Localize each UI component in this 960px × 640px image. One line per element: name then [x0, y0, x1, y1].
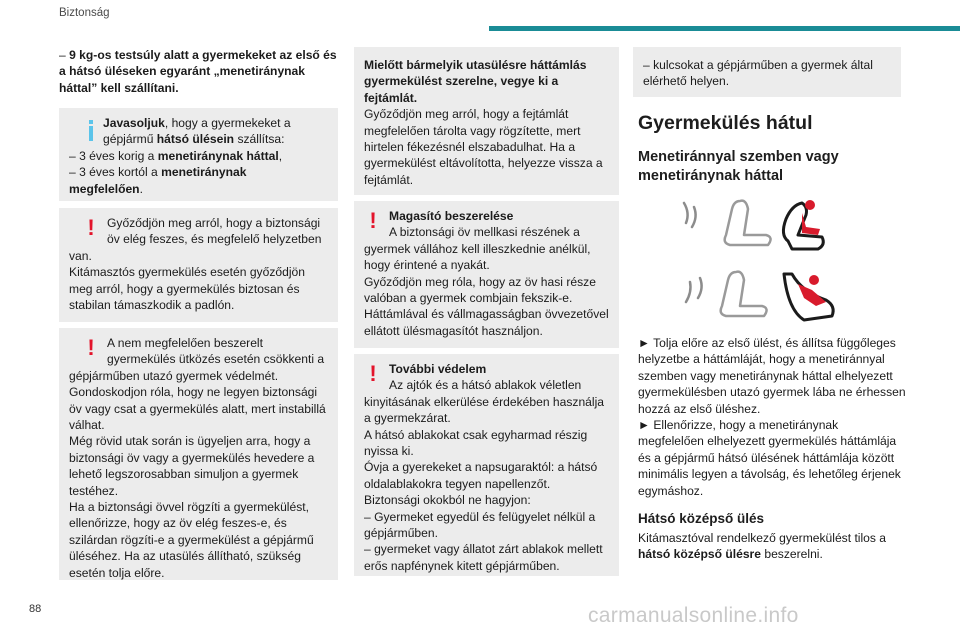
keys-box: – kulcsokat a gépjárműben a gyermek által elérhető helyen.: [633, 47, 901, 97]
header-accent-bar: [489, 26, 960, 31]
warning-icon: !: [369, 208, 377, 233]
info-box: Javasoljuk, hogy a gyermekeket a gépjármű hátsó ülésein szállítsa: – 3 éves korig a menetiránynak háttal, – 3 éves kortól a menetiránynak megfelelően.: [59, 108, 338, 201]
motion-lines-icon: [684, 203, 696, 227]
info-icon: [89, 120, 93, 141]
page-number: 88: [29, 603, 42, 615]
vehicle-seat-icon: [725, 201, 771, 245]
rear-middle-seat-paragraph: Kitámasztóval rendelkező gyermekülést tilos a hátsó középső ülésre beszerelni.: [638, 531, 887, 562]
child-seat-icon: [784, 274, 833, 320]
subsection-heading: Menetiránnyal szemben vagy menetiránynak háttal: [638, 149, 839, 184]
instructions-paragraph: ► Tolja előre az első ülést, és állítsa függőleges helyzetbe a háttámláját, hogy a menetiránnyal szemben vagy menetiránynak háttal elhelyezett gyermekülésben utazó gyermek lába ne érhessen hozzá az első üléshez. ► Ellenőrizze, hogy a menetiránynak megfelelően elhelyezett gyermekülés háttámlája és a gépjármű hátsó ülésének háttámlája között minimális legyen a távolság, és lehetőleg érjenek egymáshoz.: [638, 336, 906, 498]
warning-box-booster: ! Magasító beszerelése A biztonsági öv mellkasi részének a gyermek vállához kell illeszkednie anélkül, hogy érintené a nyakát. Győződjön meg róla, hogy az öv hasi része valóban a gyermek combjain fekszik-e. Háttámlával és vállmagasságban övvezetővel ellátott ülésmagasítót használjon.: [354, 201, 619, 348]
section-heading: Gyermekülés hátul: [638, 112, 813, 134]
warning-box-extra-protection: ! További védelem Az ajtók és a hátsó ablakok véletlen kinyitásának elkerülése érdekében használja a gyermekzárat. A hátsó ablakokat csak egyharmad részig nyissa ki. Óvja a gyerekeket a napsugaraktól: a hátsó oldalablakokra tegyen napellenzőt. Biztonsági okokból ne hagyjon: – Gyermeket egyedül és felügyelet nélkül a gépjárműben. – gyermeket vagy állatot zárt ablakok mellett erős napfénynek kitett gépjárműben.: [354, 354, 619, 576]
warning-box-seatbelt: ! Győződjön meg arról, hogy a biztonsági öv elég feszes, és megfelelő helyzetben van. Kitámasztós gyermekülés esetén győződjön meg arról, hogy a gyermekülés biztosan és stabilan támaszkodik a padlón.: [59, 208, 338, 322]
warning-icon: !: [87, 335, 95, 360]
warning-box-improper-install: ! A nem megfelelően beszerelt gyermekülés ütközés esetén csökkenti a gépjárműben utazó gyermek védelmét. Gondoskodjon róla, hogy ne legyen biztonsági öv vagy csat a gyermekülés alatt, mert instabillá válhat. Még rövid utak során is ügyeljen arra, hogy a biztonsági öv vagy a gyermekülés hevedere a lehető legszorosabban simuljon a gyermek testéhez. Ha a biztonsági övvel rögzíti a gyermekülést, ellenőrizze, hogy az öv elég feszes-e, és szilárdan rögzíti-e a gyermekülést a gépjármű üléséhez. Ha az utasülés állítható, szükség esetén tolja előre.: [59, 328, 338, 580]
section-title: Biztonság: [59, 7, 110, 19]
child-seat-icon: [783, 200, 823, 249]
intro-paragraph: – 9 kg-os testsúly alatt a gyermekeket az első és a hátsó üléseken egyaránt „menetiránynak háttal” kell szállítani.: [59, 48, 337, 95]
rear-middle-seat-heading: Hátsó középső ülés: [638, 511, 765, 526]
watermark: carmanualsonline.info: [588, 604, 799, 627]
vehicle-seat-icon: [721, 272, 767, 316]
headrest-box: Mielőtt bármelyik utasülésre háttámlás gyermekülést szerelne, vegye ki a fejtámlát. Győződjön meg arról, hogy a fejtámlát megfelelően tárolta vagy rögzítette, mert hirtelen fékezésnél elszabadulhat. Ha a gyermekülést eltávolította, helyezze vissza a fejtámlát.: [354, 47, 619, 195]
rear-facing-seat-illustration: [676, 266, 846, 324]
warning-icon: !: [369, 361, 377, 386]
motion-lines-icon: [686, 278, 702, 302]
forward-facing-seat-illustration: [676, 195, 836, 253]
warning-icon: !: [87, 215, 95, 240]
